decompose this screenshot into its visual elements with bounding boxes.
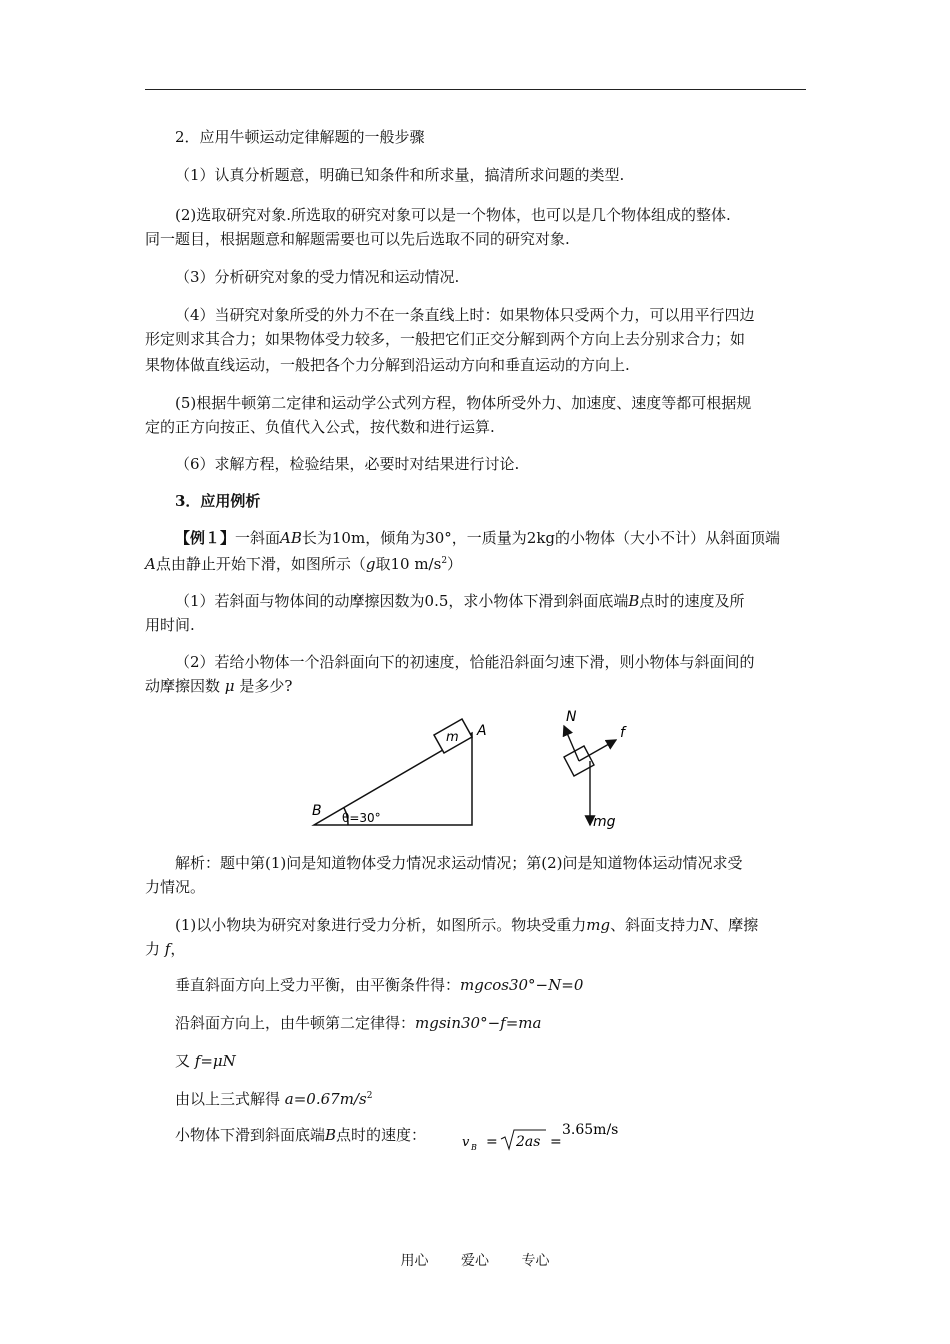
block-label: m [446, 730, 459, 745]
gravity-force-label: mg [593, 814, 616, 830]
equation-3: 又 f=μN [175, 1052, 236, 1070]
normal-force-label: N [566, 709, 577, 725]
step-4-line3: 果物体做直线运动，一般把各个力分解到沿运动方向和垂直运动的方向上. [145, 356, 630, 374]
velocity-equals: = [486, 1134, 498, 1150]
incline-diagram [300, 705, 510, 830]
section3-title: 3．应用例析 [175, 492, 261, 510]
point-a-label: A [477, 723, 487, 739]
velocity-formula [460, 1118, 660, 1158]
force-diagram [550, 705, 640, 830]
velocity-formula-svg [460, 1118, 660, 1158]
analysis-line2: 力情况。 [145, 878, 206, 896]
step-5-line2: 定的正方向按正、负值代入公式，按代数和进行运算. [145, 418, 495, 436]
example-line1: 【例１】一斜面AB长为10m，倾角为30°，一质量为2kg的小物体（大小不计）从斜面顶端 [175, 529, 781, 547]
header-rule [145, 89, 806, 90]
step-3: （3）分析研究对象的受力情况和运动情况. [175, 268, 460, 286]
velocity-subscript: B [471, 1143, 477, 1152]
example-line2: A点由静止开始下滑，如图所示（g取10 $m/s^2$） [145, 555, 463, 573]
page-footer: 用心 爱心 专心 [400, 1253, 550, 1269]
step-4-line2: 形定则求其合力；如果物体受力较多，一般把它们正交分解到两个方向上去分别求合力；如 [145, 330, 746, 348]
velocity-equals-2: = [550, 1134, 562, 1150]
friction-force-label: f [620, 725, 625, 741]
equation-1: 垂直斜面方向上受力平衡，由平衡条件得：mgcos30°−N=0 [175, 976, 584, 994]
solution-1-line1: (1)以小物块为研究对象进行受力分析，如图所示。物块受重力mg、斜面支持力N、摩擦 [175, 916, 759, 934]
analysis-line1: 解析：题中第(1)问是知道物体受力情况求运动情况；第(2)问是知道物体运动情况求受 [175, 854, 743, 872]
question-1-line2: 用时间. [145, 616, 195, 634]
section2-title: 2．应用牛顿运动定律解题的一般步骤 [175, 128, 425, 146]
question-2-line1: （2）若给小物体一个沿斜面向下的初速度，恰能沿斜面匀速下滑，则小物体与斜面间的 [175, 653, 755, 671]
step-2-line1: (2)选取研究对象.所选取的研究对象可以是一个物体，也可以是几个物体组成的整体. [175, 206, 731, 224]
equation-4: 由以上三式解得 $a=0.67m/s^2$ [175, 1090, 373, 1108]
step-6: （6）求解方程，检验结果，必要时对结果进行讨论. [175, 455, 520, 473]
step-1: （1）认真分析题意，明确已知条件和所求量，搞清所求问题的类型. [175, 166, 625, 184]
angle-label: θ=30° [342, 811, 381, 825]
velocity-symbol: v [462, 1135, 470, 1150]
question-2-line2: 动摩擦因数 μ 是多少? [145, 677, 293, 695]
step-4-line1: （4）当研究对象所受的外力不在一条直线上时：如果物体只受两个力，可以用平行四边 [175, 306, 755, 324]
equation-2: 沿斜面方向上，由牛顿第二定律得：mgsin30°−f=ma [175, 1014, 542, 1032]
point-b-label: B [312, 803, 322, 819]
velocity-result: 3.65m/s [562, 1122, 619, 1138]
step-2-line2: 同一题目，根据题意和解题需要也可以先后选取不同的研究对象. [145, 230, 570, 248]
sqrt-content: 2as [516, 1134, 541, 1150]
solution-1-line2: 力 f， [145, 940, 186, 958]
question-1-line1: （1）若斜面与物体间的动摩擦因数为0.5，求小物体下滑到斜面底端B点时的速度及所 [175, 592, 745, 610]
velocity-line: 小物体下滑到斜面底端B点时的速度： [175, 1126, 427, 1144]
example-tag: 【例１】 [175, 529, 236, 547]
step-5-line1: (5)根据牛顿第二定律和运动学公式列方程，物体所受外力、加速度、速度等都可根据规 [175, 394, 752, 412]
